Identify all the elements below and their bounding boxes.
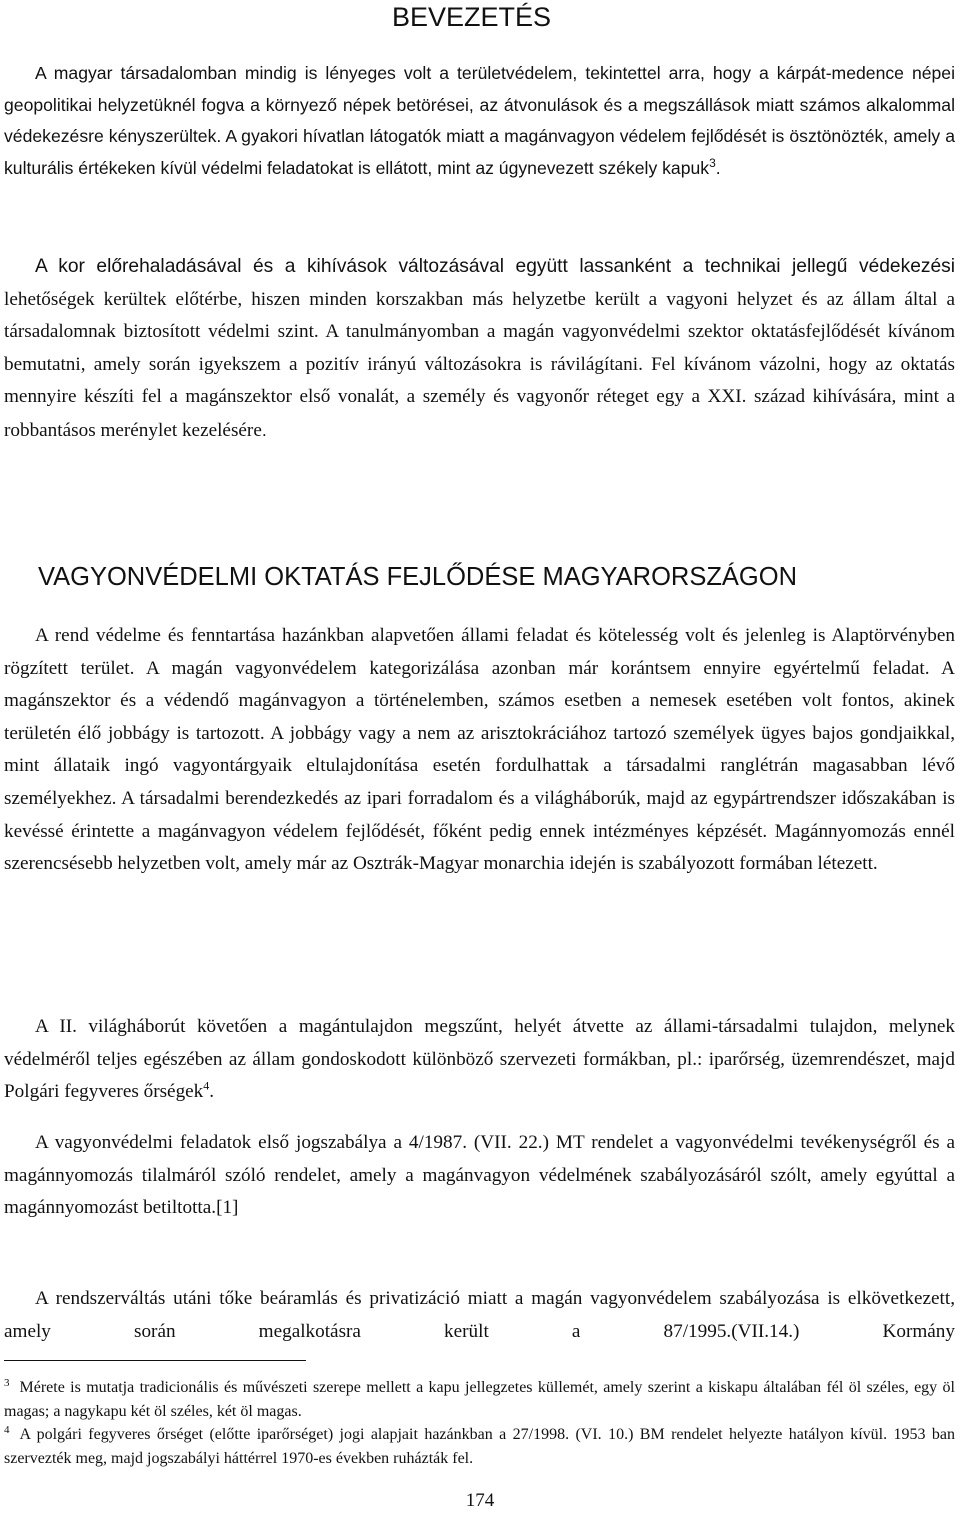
body-paragraph-2-text: A II. világháborút követően a magántulajdon megszűnt, helyét átvette az állami-társadalmi tulajdon, melynek védelméről teljes egészében az állam gondoskodott különböző szervezeti formákban, pl.: iparőrség, üzemrendészet, majd Polgári fegyveres őrségek <box>4 1016 955 1103</box>
body-paragraph-3: A vagyonvédelmi feladatok első jogszabálya a 4/1987. (VII. 22.) MT rendelet a vagyonvédelmi tevékenységről és a magánnyomozás tilalmáról szóló rendelet, amely a magánvagyon védelmének szabályozásáról szólt, amely egyúttal a magánnyomozást betiltotta.[1] <box>4 1132 955 1219</box>
footnote-3 <box>4 1376 955 1423</box>
body-paragraph-2-tail: . <box>209 1081 215 1103</box>
footnote-3-mark: 3 <box>4 1376 10 1389</box>
footnote-ref-3: 3 <box>709 155 716 170</box>
footnote-4-text: A polgári fegyveres őrséget (előtte iparőrséget) jogi alapjait hazánkban a 27/1998. (VI. 10.) BM rendelet helyezte hatályon kívül. 1953 ban szervezték meg, majd jogszabályi háttérrel 1970-es években ruházták fel. <box>4 1426 955 1467</box>
section-heading-bevezetes: BEVEZETÉS <box>392 2 552 32</box>
intro-paragraph-2-text: A kor előrehaladásával és a kihívások változásával együtt lassanként a technikai jellegű védekezési lehetőségek kerültek előtérbe, hiszen minden korszakban más helyzetbe került a vagyoni helyzet és az állam által a társadalomnak biztosított védelmi szint. A tanulmányomban a magán vagyonvédelmi szektor oktatásfejlődését kívánom bemutatni, amely során igyekszem a pozitív irányú változásokra is rávilágítani. Fel kívánom vázolni, hogy az oktatás mennyire készíti fel a magánszektor első vonalát, a személy és vagyonőr réteget egy a XXI. század kihívására, mint a robbantásos merénylet kezelésére <box>4 256 955 441</box>
footnote-3-text: Mérete is mutatja tradicionális és művészeti szerepe mellett a kapu jellegzetes küllemét, amely szerint a kiskapu általában fél öl széles, egy öl magas; a nagykapu két öl széles, két öl magas. <box>4 1379 955 1420</box>
footnote-ref-4: 4 <box>203 1078 210 1093</box>
page-number: 174 <box>465 1490 495 1511</box>
intro-paragraph-1 <box>4 58 955 184</box>
intro-paragraph-1-tail: . <box>715 157 721 178</box>
footnote-4-mark: 4 <box>4 1423 10 1436</box>
intro-paragraph-2-tail: . <box>261 419 267 440</box>
body-paragraph-2 <box>4 1011 955 1109</box>
body-paragraph-1: A rend védelme és fenntartása hazánkban alapvetően állami feladat és kötelesség volt és jelenleg is Alaptörvényben rögzített terület. A magán vagyonvédelem kategorizálása azonban már korántsem ennyire egyértelmű feladat. A magánszektor és a védendő magánvagyon a történelemben, számos esetben a nemesek esetében volt fontos, akinek területén élő jobbágy is tartozott. A jobbágy vagy a nem az arisztokráciához tartozó személyek ügyes bajos gondjaikkal, mint állataik ingó vagyontárgyaik eltulajdonítása esetén fordulhattak a társadalmi ranglétrán magasabban lévő személyekhez. A társadalmi berendezkedés az ipari forradalom és a világháborúk, majd az egypártrendszer időszakában is kevéssé érintette a magánvagyon védelem fejlődését, főként pedig ennek intézményes képzését. Magánnyomozás ennél szerencsésebb helyzetben volt, amely már az Osztrák-Magyar monarchia idején is szabályozott formában létezett. <box>4 625 955 875</box>
intro-paragraph-2 <box>4 251 955 448</box>
intro-paragraph-1-text: A magyar társadalomban mindig is lényeges volt a területvédelem, tekintettel arra, hogy a kárpát-medence népei geopolitikai helyzetüknél fogva a környező népek betörései, az átvonulások és a megszállások miatt számos alkalommal védekezésre kényszerültek. A gyakori hívatlan látogatók miatt a magánvagyon védelem fejlődését is ösztönözték, amely a kulturális értékeken kívül védelmi feladatokat is ellátott, mint az úgynevezett székely kapuk <box>4 63 955 178</box>
footnote-4 <box>4 1423 955 1470</box>
footnote-separator <box>4 1360 306 1361</box>
section-heading-vagyonvedelmi-oktatas: VAGYONVÉDELMI OKTATÁS FEJLŐDÉSE MAGYARORSZÁGON <box>38 563 797 591</box>
body-paragraph-4: A rendszerváltás utáni tőke beáramlás és privatizáció miatt a magán vagyonvédelem szabályozása is elkövetkezett, amely során megalkotásra került a 87/1995.(VII.14.) Kormány <box>4 1288 955 1342</box>
